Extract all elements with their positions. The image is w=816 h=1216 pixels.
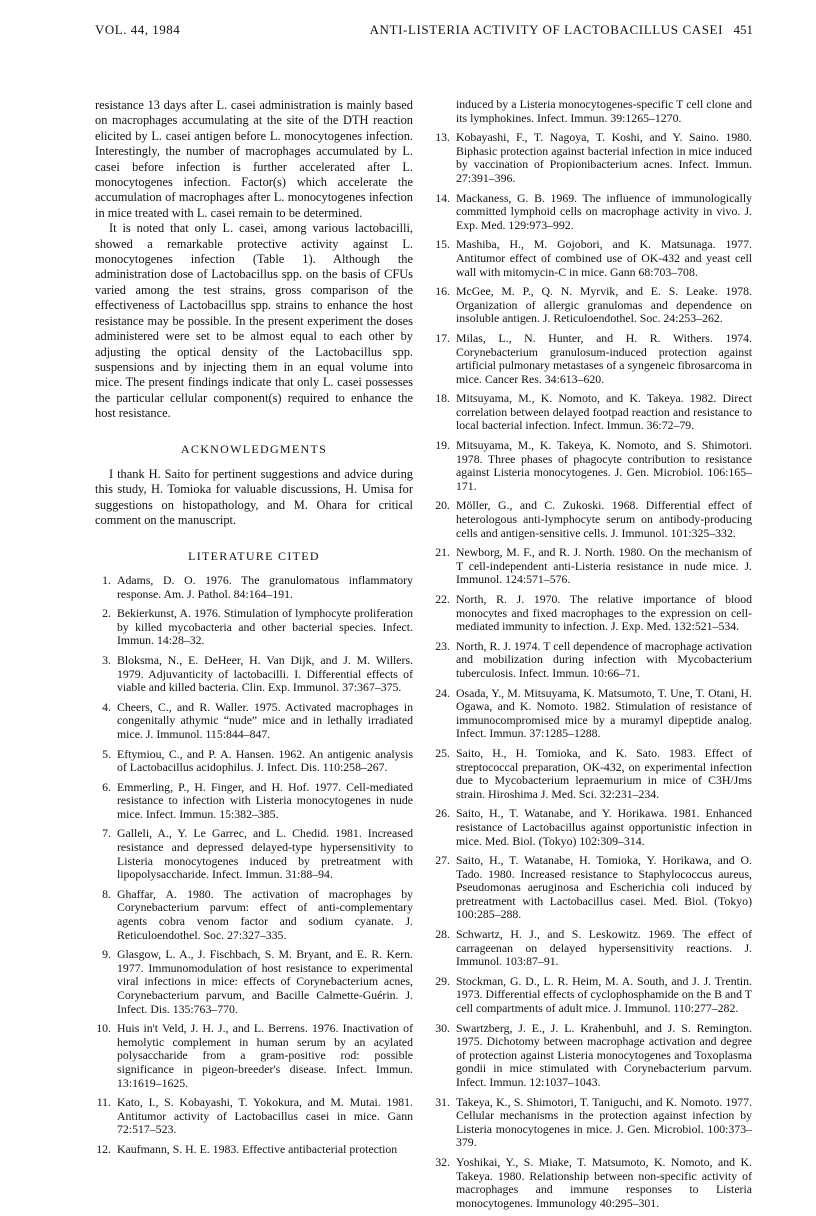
reference-list-right [434, 131, 752, 1210]
reference-item [434, 499, 752, 540]
reference-number: 5. [102, 746, 111, 761]
reference-item [434, 854, 752, 922]
reference-text: Saito, H., T. Watanabe, H. Tomioka, Y. Horikawa, and O. Tado. 1980. Increased resistance to Staphylococcus aureus, Pseudomonas aeruginosa and Escherichia coli induced by pretreatment with Lactobacillus casei. Med. Biol. (Tokyo) 100:285–288. [456, 853, 752, 922]
reference-text: Saito, H., T. Watanabe, and Y. Horikawa. 1981. Enhanced resistance of Lactobacillus against opportunistic infection in mice. Med. Biol. (Tokyo) 102:309–314. [456, 806, 752, 848]
reference-number: 16. [435, 284, 450, 299]
reference-text: Galleli, A., Y. Le Garrec, and L. Chedid. 1981. Increased resistance and depressed delayed-type hypersensitivity to Listeria monocytogenes induced by pretreatment with lipopolysaccharide. Infect. Immun. 31:88–94. [117, 826, 413, 882]
reference-number: 25. [435, 745, 450, 760]
reference-text: Mackaness, G. B. 1969. The influence of immunologically committed lymphoid cells on macrophage activity in vivo. J. Exp. Med. 129:973–992. [456, 190, 752, 232]
reference-text: Glasgow, L. A., J. Fischbach, S. M. Bryant, and E. R. Kern. 1977. Immunomodulation of host resistance to experimental viral infections in mice: effects of Corynebacterium acnes, Corynebacterium parvum, and Bacille Calmette-Guérin. J. Infect. Dis. 135:763–770. [117, 947, 413, 1016]
reference-number: 30. [435, 1020, 450, 1035]
reference-item [434, 192, 752, 233]
reference-text: Möller, G., and C. Zukoski. 1968. Differential effect of heterologous anti-lymphocyte serum on antibody-producing cells and antigen-sensitive cells. J. Immunol. 101:325–332. [456, 498, 752, 540]
reference-number: 22. [435, 592, 450, 606]
reference-number: 32. [435, 1154, 450, 1169]
reference-number: 31. [435, 1094, 450, 1109]
reference-item [95, 1143, 413, 1157]
reference-number: 27. [435, 853, 450, 868]
reference-number: 14. [435, 190, 450, 205]
page-header [95, 22, 753, 46]
reference-item [95, 574, 413, 601]
reference-item [95, 1096, 413, 1137]
reference-text: Swartzberg, J. E., J. L. Krahenbuhl, and J. S. Remington. 1975. Dichotomy between macrophage activation and degree of protection against Listeria monocytogenes and Toxoplasma gondii in mice stimulated with Corynebacterium parvum. Infect. Immun. 12:1037–1043. [456, 1020, 752, 1089]
reference-text: Adams, D. O. 1976. The granulomatous inflammatory response. Am. J. Pathol. 84:164–191. [117, 572, 413, 601]
reference-item [434, 1156, 752, 1210]
reference-item [95, 607, 413, 648]
reference-number: 24. [435, 685, 450, 700]
body-paragraph: It is noted that only L. casei, among various lactobacilli, showed a remarkable protective activity against L. monocytogenes infection (Table 1). Although the administration dose of Lactobacillus spp. on the basis of CFUs varied among the test strains, gross comparison of the effectiveness of Lactobacillus spp. strains to enhance the host resistance may be possible. In the present experiment the doses administered were set to be almost equal to each other by adjusting the optical density of the Lactobacillus spp. suspensions and by injecting them in an equal volume into mice. The present findings indicate that only L. casei possesses the particular cellular component(s) required to enhance the host resistance. [95, 221, 413, 421]
reference-text: Schwartz, H. J., and S. Leskowitz. 1969. The effect of carrageenan on delayed hypersensitivity reactions. J. Immunol. 103:87–91. [456, 927, 752, 969]
reference-text: Kaufmann, S. H. E. 1983. Effective antibacterial protection [117, 1141, 398, 1156]
reference-text: McGee, M. P., Q. N. Myrvik, and E. S. Leake. 1978. Organization of allergic granulomas and dependence on insoluble antigen. J. Reticuloendothel. Soc. 24:253–262. [456, 284, 752, 326]
reference-number: 1. [102, 572, 111, 587]
reference-number: 19. [435, 438, 450, 453]
reference-number: 2. [102, 606, 111, 621]
reference-number: 20. [435, 498, 450, 513]
reference-number: 29. [435, 973, 450, 988]
reference-number: 17. [435, 330, 450, 345]
reference-item [434, 439, 752, 493]
reference-number: 4. [102, 699, 111, 714]
literature-heading: LITERATURE CITED [188, 548, 320, 563]
reference-item [434, 928, 752, 969]
reference-item [434, 975, 752, 1016]
reference-item [434, 1096, 752, 1150]
reference-number: 15. [435, 237, 450, 252]
reference-text: Kato, I., S. Kobayashi, T. Yokokura, and M. Mutai. 1981. Antitumor activity of Lactobacillus casei in mice. Gann 72:517–523. [117, 1095, 413, 1137]
reference-item [434, 285, 752, 326]
left-column [95, 98, 413, 1163]
right-column [434, 98, 752, 1216]
reference-number: 6. [102, 779, 111, 794]
reference-number: 28. [435, 927, 450, 942]
reference-text: Saito, H., H. Tomioka, and K. Sato. 1983. Effect of streptococcal preparation, OK-432, on experimental infection due to Mycobacterium lepraemurium in mice of C3H/Jms strain. Hiroshima J. Med. Sci. 32:231–234. [456, 745, 752, 801]
reference-item [95, 654, 413, 695]
reference-number: 23. [435, 638, 450, 653]
reference-text: Osada, Y., M. Mitsuyama, K. Matsumoto, T. Une, T. Otani, H. Ogawa, and K. Nomoto. 1982. Stimulation of resistance of immunocompromised mice by a muramyl dipeptide analog. Infect. Immun. 37:1285–1288. [456, 685, 752, 741]
reference-number: 12. [96, 1141, 111, 1156]
body-paragraph-continued: resistance 13 days after L. casei administration is mainly based on macrophages accumulating at the site of the DTH reaction elicited by L. casei antigen before L. monocytogenes infection. Interestingly, the number of macrophages accumulated by L. casei before infection is further accelerated after L. monocytogenes infection. Factor(s) which accelerate the accumulation of macrophages after L. monocytogenes infection in mice treated with L. casei remain to be determined. [95, 98, 413, 220]
reference-text: North, R. J. 1974. T cell dependence of macrophage activation and mobilization during infection with Mycobacterium tuberculosis. Infect. Immun. 10:66–71. [456, 638, 752, 680]
reference-item [434, 747, 752, 801]
reference-text: Cheers, C., and R. Waller. 1975. Activated macrophages in congenitally athymic “nude” mice and in lethally irradiated mice. J. Immunol. 115:844–847. [117, 699, 413, 741]
reference-number: 9. [102, 947, 111, 962]
reference-item [95, 748, 413, 775]
acknowledgments-heading: ACKNOWLEDGMENTS [180, 441, 328, 456]
reference-continuation: induced by a Listeria monocytogenes-specific T cell clone and its lymphokines. Infect. Immun. 39:1265–1270. [456, 97, 752, 125]
reference-number: 18. [435, 391, 450, 406]
reference-text: Bekierkunst, A. 1976. Stimulation of lymphocyte proliferation by killed mycobacteria and other bacterial species. Infect. Immun. 14:28–32. [117, 606, 413, 648]
reference-item [95, 948, 413, 1016]
reference-number: 8. [102, 886, 111, 901]
reference-item [434, 332, 752, 386]
running-title: ANTI-LISTERIA ACTIVITY OF LACTOBACILLUS CASEI [369, 22, 723, 37]
reference-item [434, 131, 752, 185]
reference-text: Newborg, M. F., and R. J. North. 1980. On the mechanism of T cell-independent anti-Listeria resistance in nude mice. J. Immunol. 124:571–576. [456, 545, 752, 587]
reference-text: Eftymiou, C., and P. A. Hansen. 1962. An antigenic analysis of Lactobacillus acidophilus. J. Infect. Dis. 110:258–267. [117, 746, 413, 775]
reference-number: 10. [96, 1021, 111, 1036]
reference-text: Stockman, G. D., L. R. Heim, M. A. South, and J. J. Trentin. 1973. Differential effects of cyclophosphamide on the B and T cell compartments of adult mice. J. Immunol. 110:277–282. [456, 973, 752, 1016]
reference-text: Ghaffar, A. 1980. The activation of macrophages by Corynebacterium parvum: effect of anti-complementary agents cobra venom factor and sodium cyanate. J. Reticuloendothel. Soc. 27:327–335. [117, 886, 413, 942]
reference-text: Mitsuyama, M., K. Nomoto, and K. Takeya. 1982. Direct correlation between delayed footpad reaction and resistance to local bacterial infection. Infect. Immun. 36:72–79. [456, 391, 752, 433]
reference-item [95, 888, 413, 942]
reference-item [434, 640, 752, 681]
page-number: 451 [733, 22, 753, 37]
reference-text: North, R. J. 1970. The relative importance of blood monocytes and fixed macrophages to the expression on cell-mediated immunity to infection. J. Exp. Med. 132:521–534. [456, 592, 752, 634]
reference-number: 21. [435, 545, 450, 560]
acknowledgments-text: I thank H. Saito for pertinent suggestions and advice during this study, H. Tomioka for valuable discussions, H. Umisa for suggestions on histopathology, and M. Ohara for critical comment on the manuscript. [95, 466, 413, 528]
reference-text: Bloksma, N., E. DeHeer, H. Van Dijk, and J. M. Willers. 1979. Adjuvanticity of lactobacilli. I. Differential effects of viable and killed bacteria. Clin. Exp. Immunol. 37:367–375. [117, 652, 413, 695]
reference-item [95, 781, 413, 822]
reference-item [434, 593, 752, 634]
reference-item [434, 687, 752, 741]
reference-number: 11. [96, 1095, 111, 1110]
reference-list-left [95, 574, 413, 1157]
reference-item [434, 546, 752, 587]
reference-item [95, 701, 413, 742]
reference-item [434, 1022, 752, 1090]
reference-text: Huis in't Veld, J. H. J., and L. Berrens. 1976. Inactivation of hemolytic complement in human serum by an acylated polysaccharide from a gram-positive rod: possible significance in pigeon-breeder's disease. Infect. Immun. 13:1619–1625. [117, 1021, 413, 1090]
reference-text: Milas, L., N. Hunter, and H. R. Withers. 1974. Corynebacterium granulosum-induced protection against artificial pulmonary metastases of a syngeneic fibrosarcoma in mice. Cancer Res. 34:613–620. [456, 330, 752, 386]
reference-item [434, 238, 752, 279]
reference-item [434, 392, 752, 433]
reference-text: Kobayashi, F., T. Nagoya, T. Koshi, and Y. Saino. 1980. Biphasic protection against bacterial infection in mice induced by vaccination of Propionibacterium acnes. Infect. Immun. 27:391–396. [456, 130, 752, 185]
reference-text: Mitsuyama, M., K. Takeya, K. Nomoto, and S. Shimotori. 1978. Three phases of phagocyte contribution to resistance against Listeria monocytogenes. J. Gen. Microbiol. 106:165–171. [456, 438, 752, 493]
reference-number: 26. [435, 806, 450, 821]
reference-number: 13. [435, 130, 450, 145]
reference-item [95, 827, 413, 881]
reference-text: Emmerling, P., H. Finger, and H. Hof. 1977. Cell-mediated resistance to infection with Listeria monocytogenes in nude mice. Infect. Immun. 15:382–385. [117, 779, 413, 821]
reference-text: Yoshikai, Y., S. Miake, T. Matsumoto, K. Nomoto, and K. Takeya. 1980. Relationship between non-specific activity of macrophages and immune responses to Listeria monocytogenes. Immunology 40:295–301. [456, 1154, 752, 1210]
reference-number: 3. [102, 652, 111, 667]
reference-item [95, 1022, 413, 1090]
reference-item [434, 807, 752, 848]
reference-text: Takeya, K., S. Shimotori, T. Taniguchi, and K. Nomoto. 1977. Cellular mechanisms in the protection against infection by Listeria monocytogenes in mice. J. Gen. Microbiol. 100:373–379. [456, 1094, 752, 1150]
volume-label: VOL. 44, 1984 [95, 22, 181, 37]
reference-number: 7. [102, 826, 111, 841]
reference-text: Mashiba, H., M. Gojobori, and K. Matsunaga. 1977. Antitumor effect of combined use of OK-432 and yeast cell wall with mitomycin-C in mice. Gann 68:703–708. [456, 237, 752, 279]
